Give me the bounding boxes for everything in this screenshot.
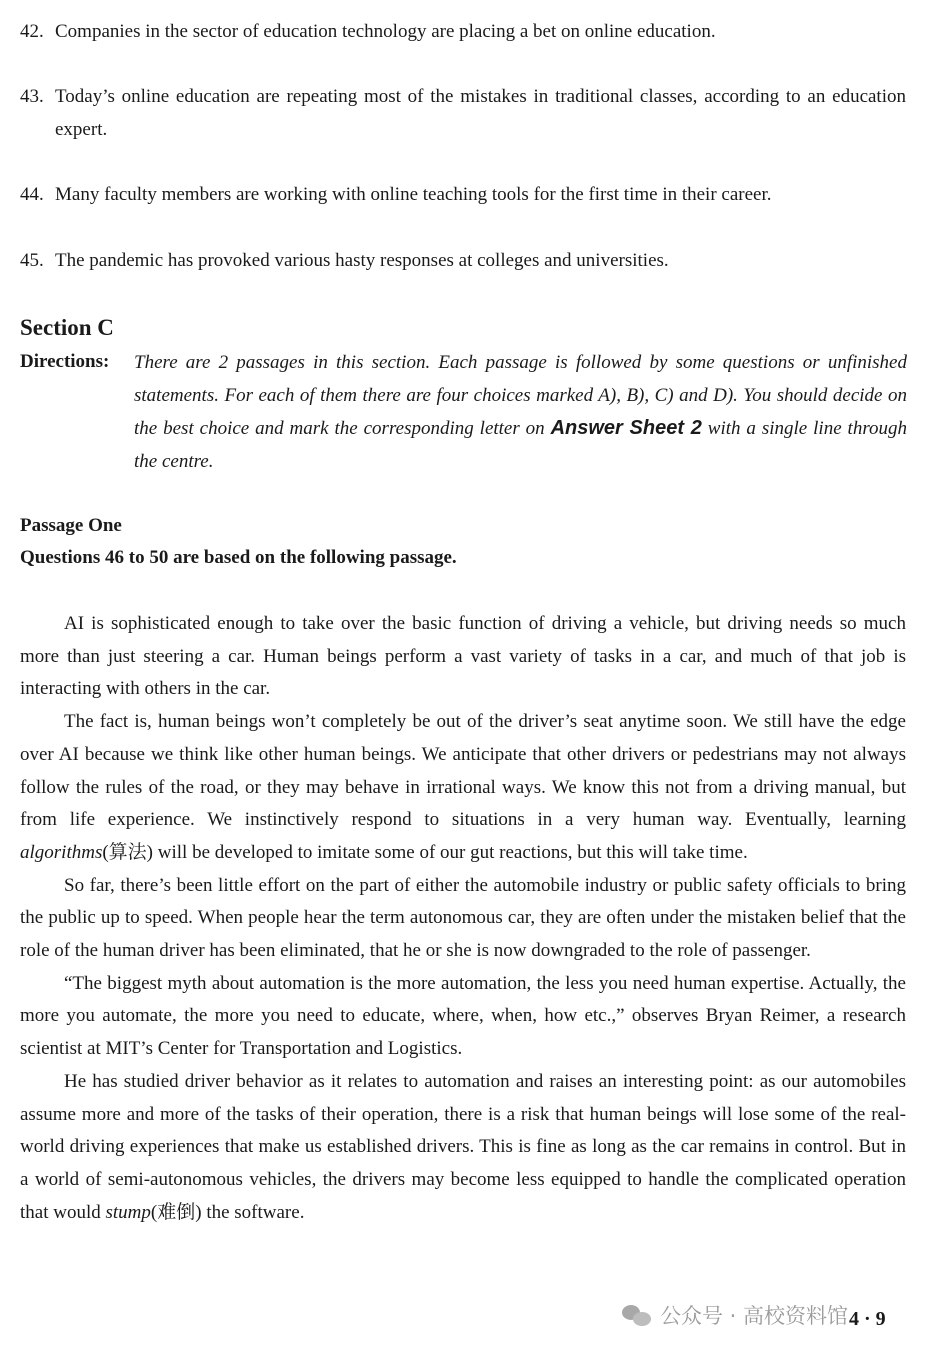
answer-sheet-ref: Answer Sheet 2 xyxy=(550,417,702,440)
gloss: (难倒) xyxy=(150,1201,202,1223)
paragraph-1: AI is sophisticated enough to take over the basic function of driving a vehicle, but driving needs so much more than just steering a car. Human beings perform a vast variety of tasks in a car, and much of that job is interacting with others in the car. xyxy=(20,613,906,700)
directions-text xyxy=(134,347,907,479)
question-43 xyxy=(20,80,906,146)
question-number: 45. xyxy=(20,250,44,271)
question-number: 44. xyxy=(20,184,44,205)
question-number: 43. xyxy=(20,86,44,107)
paragraph-5-text: He has studied driver behavior as it relates to automation and raises an interesting point: as our automobiles assume more and more of the tasks of their operation, there is a risk that human beings will lose some of the real-world driving experiences that make us established drivers. This is fine as long as the car remains in control. But in a world of semi-autonomous vehicles, the drivers may become less equipped to handle the complicated operation that would xyxy=(20,1070,906,1223)
paragraph-5 xyxy=(20,1066,906,1230)
question-44 xyxy=(20,178,906,211)
glossed-term: algorithms xyxy=(20,841,103,863)
passage-subtitle: Questions 46 to 50 are based on the following passage. xyxy=(20,547,457,568)
paragraph-5-text-end: the software. xyxy=(201,1201,305,1223)
question-text: Companies in the sector of education technology are placing a bet on online education. xyxy=(55,21,716,42)
glossed-term: stump xyxy=(105,1201,151,1223)
question-42 xyxy=(20,15,906,48)
question-text: The pandemic has provoked various hasty responses at colleges and universities. xyxy=(55,250,669,271)
paragraph-3: So far, there’s been little effort on the part of either the automobile industry or public safety officials to bring the public up to speed. When people hear the term autonomous car, they are often under the mistaken belief that the role of the human driver has been eliminated, that he or she is now downgraded to the role of passenger. xyxy=(20,874,906,962)
question-text: Today’s online education are repeating most of the mistakes in traditional classes, according to an education expert. xyxy=(55,86,906,140)
passage-title: Passage One xyxy=(20,515,122,536)
wechat-icon xyxy=(622,1303,652,1327)
question-text: Many faculty members are working with online teaching tools for the first time in their career. xyxy=(55,184,772,205)
gloss: (算法) xyxy=(102,841,154,863)
directions-label: Directions: xyxy=(20,351,110,372)
wechat-watermark xyxy=(622,1300,848,1330)
page-number: 4 · 9 xyxy=(849,1308,886,1330)
section-title: Section C xyxy=(20,315,114,340)
paragraph-2-text-end: will be developed to imitate some of our gut reactions, but this will take time. xyxy=(153,841,748,863)
paragraph-2 xyxy=(20,706,906,870)
directions-text-part1: There are 2 passages in this section. Each passage is followed by some questions or unfinished statements. For each of them there are four choices marked A), B), C) and D). You should decide on the best choice and mark the corresponding letter on xyxy=(134,352,907,440)
watermark-text: 公众号 · 高校资料馆 xyxy=(660,1304,849,1328)
directions-text-part2: with a single line through the centre. xyxy=(134,418,908,473)
question-45 xyxy=(20,244,906,277)
paragraph-2-text: The fact is, human beings won’t completely be out of the driver’s seat anytime soon. We still have the edge over AI because we think like other human beings. We anticipate that other drivers or pedestrians may not always follow the rules of the road, or they may behave in irrational ways. We know this not from a driving manual, but from life experience. We instinctively respond to situations in a very human way. Eventually, learning xyxy=(20,711,906,831)
passage-body xyxy=(20,608,906,1229)
paragraph-4: “The biggest myth about automation is the more automation, the less you need human expertise. Actually, the more you automate, the more you need to educate, where, when, how etc.,” observes Bryan Reimer, a research scientist at MIT’s Center for Transportation and Logistics. xyxy=(20,972,906,1060)
question-number: 42. xyxy=(20,21,44,42)
